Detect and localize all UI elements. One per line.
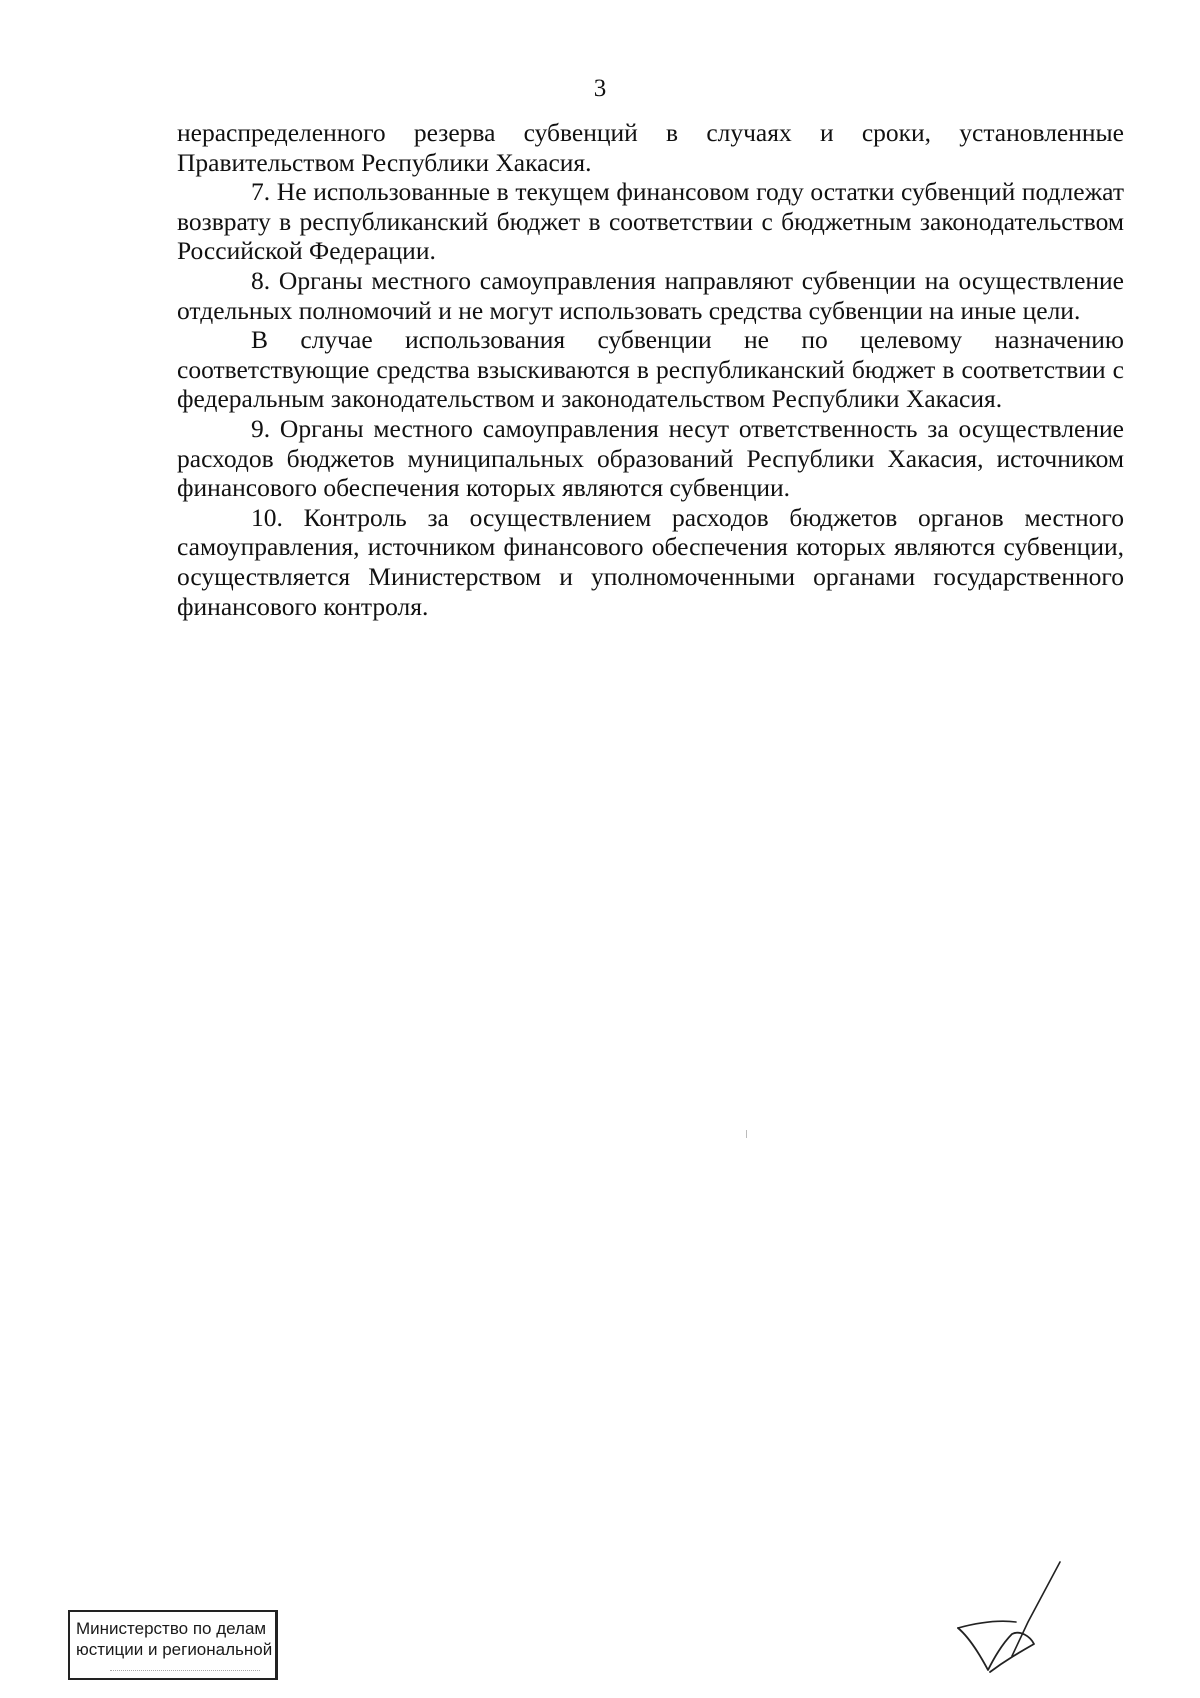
- handwritten-signature-icon: [950, 1560, 1070, 1680]
- paragraph-item-8-continued: В случае использования субвенции не по целевому назначению соответствующие средства взыскиваются в республиканский бюджет в соответствии с федеральным законодательством и законодательством Республики Хакасия.: [177, 325, 1124, 414]
- scan-speck: [746, 1130, 747, 1138]
- stamp-faded-line: [110, 1662, 260, 1671]
- page-number: 3: [593, 75, 607, 102]
- stamp-line-2: юстиции и региональной: [76, 1640, 273, 1659]
- stamp-line-1: Министерство по делам: [76, 1619, 267, 1638]
- paragraph-continuation: нераспределенного резерва субвенций в случаях и сроки, установленные Правительством Республики Хакасия.: [177, 118, 1124, 177]
- paragraph-item-7: 7. Не использованные в текущем финансовом году остатки субвенций подлежат возврату в республиканский бюджет в соответствии с бюджетным законодательством Российской Федерации.: [177, 177, 1124, 266]
- paragraph-item-8: 8. Органы местного самоуправления направляют субвенции на осуществление отдельных полномочий и не могут использовать средства субвенции на иные цели.: [177, 265, 1124, 325]
- paragraph-item-10: 10. Контроль за осуществлением расходов бюджетов органов местного самоуправления, источником финансового обеспечения которых являются субвенции, осуществляется Министерством и уполномоченными органами государственного финансового контроля.: [177, 502, 1124, 621]
- paragraph-item-9: 9. Органы местного самоуправления несут ответственность за осуществление расходов бюджетов муниципальных образований Республики Хакасия, источником финансового обеспечения которых являются субвенции.: [177, 413, 1124, 503]
- ministry-stamp: [68, 1610, 278, 1680]
- document-body: [177, 118, 1124, 621]
